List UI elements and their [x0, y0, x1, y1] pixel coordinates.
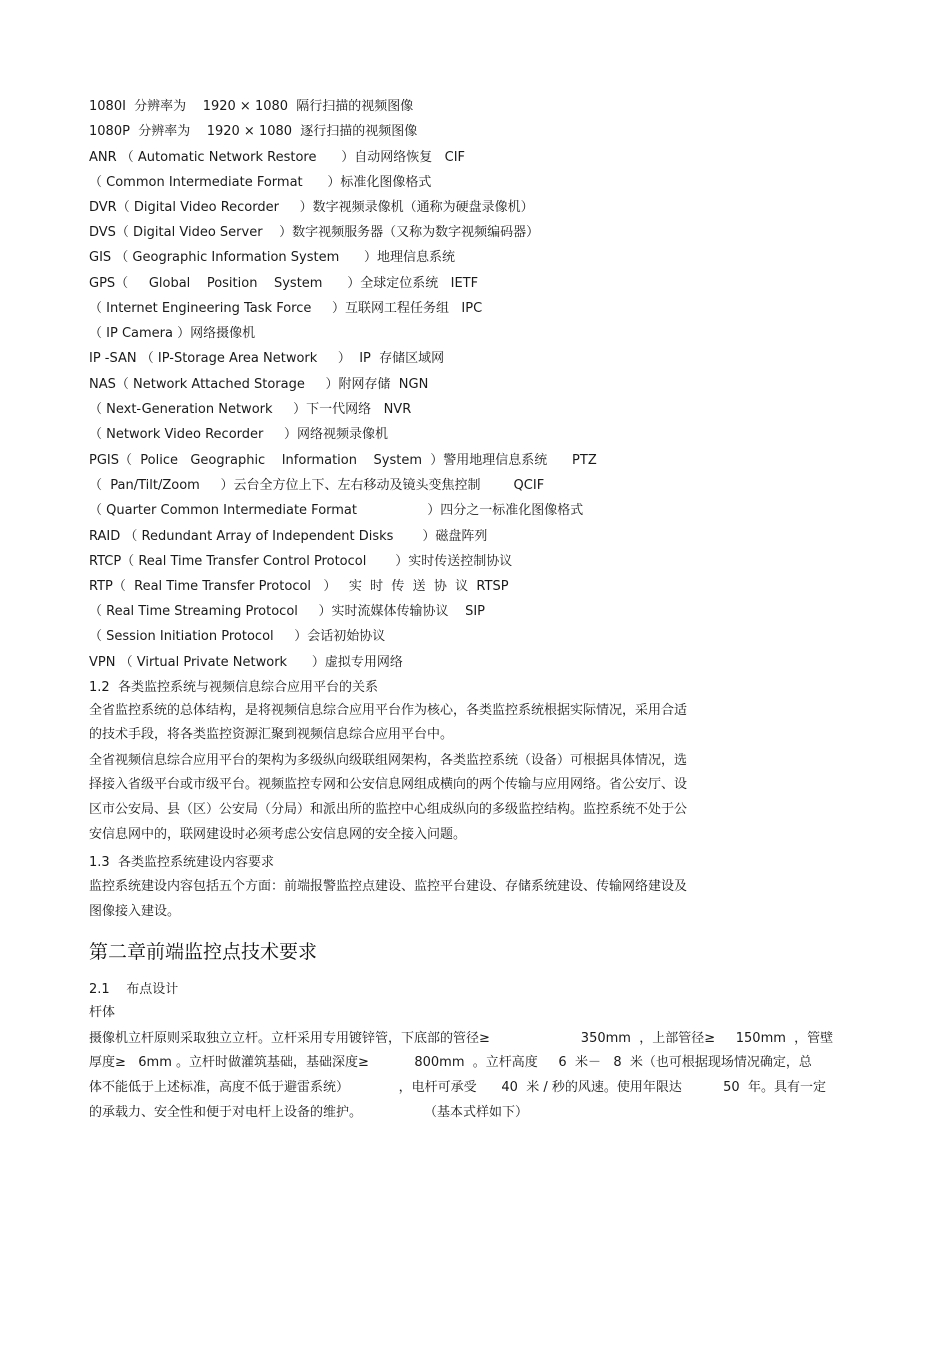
section-1-2-paragraph1-line: 的技术手段，将各类监控资源汇聚到视频信息综合应用平台中。: [89, 727, 454, 742]
glossary-line-ipc: （ IP Camera ）网络摄像机: [89, 326, 256, 341]
chapter-2-title: 第二章前端监控点技术要求: [89, 941, 318, 963]
glossary-line-ptz: （ Pan/Tilt/Zoom ）云台全方位上下、左右移动及镜头变焦控制 QCIF: [89, 478, 545, 493]
glossary-line-anr: ANR （ Automatic Network Restore ）自动网络恢复 CIF: [89, 150, 466, 165]
section-1-3-title: 1.3 各类监控系统建设内容要求: [89, 855, 274, 870]
glossary-line-1080i: 1080I 分辨率为 1920 × 1080 隔行扫描的视频图像: [89, 99, 414, 114]
chapter-2-paragraph-line: 摄像机立杆原则采取独立立杆。立杆采用专用镀锌管，下底部的管径≥ 350mm ，上部管径≥ 150mm ，管壁: [89, 1031, 834, 1046]
section-1-2-paragraph2-line: 安信息网中的，联网建设时必须考虑公安信息网的安全接入问题。: [89, 827, 467, 842]
section-1-3-paragraph-line: 监控系统建设内容包括五个方面：前端报警监控点建设、监控平台建设、存储系统建设、传输网络建设及: [89, 879, 688, 894]
glossary-line-rtcp: RTCP（ Real Time Transfer Control Protocol ）实时传送控制协议: [89, 554, 513, 569]
glossary-line-gis: GIS （ Geographic Information System ）地理信息系统: [89, 250, 456, 265]
glossary-line-vpn: VPN （ Virtual Private Network ）虚拟专用网络: [89, 655, 403, 670]
glossary-line-sip: （ Session Initiation Protocol ）会话初始协议: [89, 629, 386, 644]
glossary-line-cif: （ Common Intermediate Format ）标准化图像格式: [89, 175, 432, 190]
chapter-2-paragraph-line: 厚度≥ 6mm 。立杆时做灌筑基础，基础深度≥ 800mm 。立杆高度 6 米－ 8 米（也可根据现场情况确定，总: [89, 1055, 812, 1070]
chapter-2-paragraph-line: 的承载力、安全性和便于对电杆上设备的维护。 （基本式样如下）: [89, 1105, 528, 1120]
section-1-2-paragraph2-line: 区市公安局、县（区）公安局（分局）和派出所的监控中心组成纵向的多级监控结构。监控系统不处于公: [89, 802, 688, 817]
glossary-line-rtsp: （ Real Time Streaming Protocol ）实时流媒体传输协议 SIP: [89, 604, 486, 619]
glossary-line-dvr: DVR（ Digital Video Recorder ）数字视频录像机（通称为硬盘录像机）: [89, 200, 534, 215]
section-1-2-title: 1.2 各类监控系统与视频信息综合应用平台的关系: [89, 680, 378, 695]
glossary-line-pgis: PGIS（ Police Geographic Information System ）警用地理信息系统 PTZ: [89, 453, 597, 468]
glossary-line-ietf: （ Internet Engineering Task Force ）互联网工程任务组 IPC: [89, 301, 483, 316]
chapter-2-paragraph-line: 体不能低于上述标准，高度不低于避雷系统） ，电杆可承受 40 米 / 秒的风速。使用年限达 50 年。具有一定: [89, 1080, 826, 1095]
section-1-2-paragraph1-line: 全省监控系统的总体结构，是将视频信息综合应用平台作为核心，各类监控系统根据实际情况，采用合适: [89, 703, 688, 718]
glossary-line-gps: GPS（ Global Position System ）全球定位系统 IETF: [89, 276, 479, 291]
glossary-line-ngn: （ Next-Generation Network ）下一代网络 NVR: [89, 402, 412, 417]
section-1-2-paragraph2-line: 全省视频信息综合应用平台的架构为多级纵向级联组网架构，各类监控系统（设备）可根据具体情况，选: [89, 753, 688, 768]
section-1-3-paragraph-line: 图像接入建设。: [89, 904, 181, 919]
glossary-line-raid: RAID （ Redundant Array of Independent Disks ）磁盘阵列: [89, 529, 488, 544]
glossary-line-1080p: 1080P 分辨率为 1920 × 1080 逐行扫描的视频图像: [89, 124, 418, 139]
glossary-line-ipsan: IP -SAN （ IP-Storage Area Network ） IP 存储区域网: [89, 351, 445, 366]
subheading-pole: 杆体: [89, 1005, 116, 1020]
glossary-line-qcif: （ Quarter Common Intermediate Format ）四分之一标准化图像格式: [89, 503, 584, 518]
section-2-1-title: 2.1 布点设计: [89, 982, 179, 997]
glossary-line-rtp: RTP（ Real Time Transfer Protocol ） 实 时 传 送 协 议 RTSP: [89, 579, 509, 594]
section-1-2-paragraph2-line: 择接入省级平台或市级平台。视频监控专网和公安信息网组成横向的两个传输与应用网络。省公安厅、设: [89, 777, 688, 792]
glossary-line-dvs: DVS（ Digital Video Server ）数字视频服务器（又称为数字视频编码器）: [89, 225, 540, 240]
glossary-line-nvr: （ Network Video Recorder ）网络视频录像机: [89, 427, 389, 442]
glossary-line-nas: NAS（ Network Attached Storage ）附网存储 NGN: [89, 377, 429, 392]
